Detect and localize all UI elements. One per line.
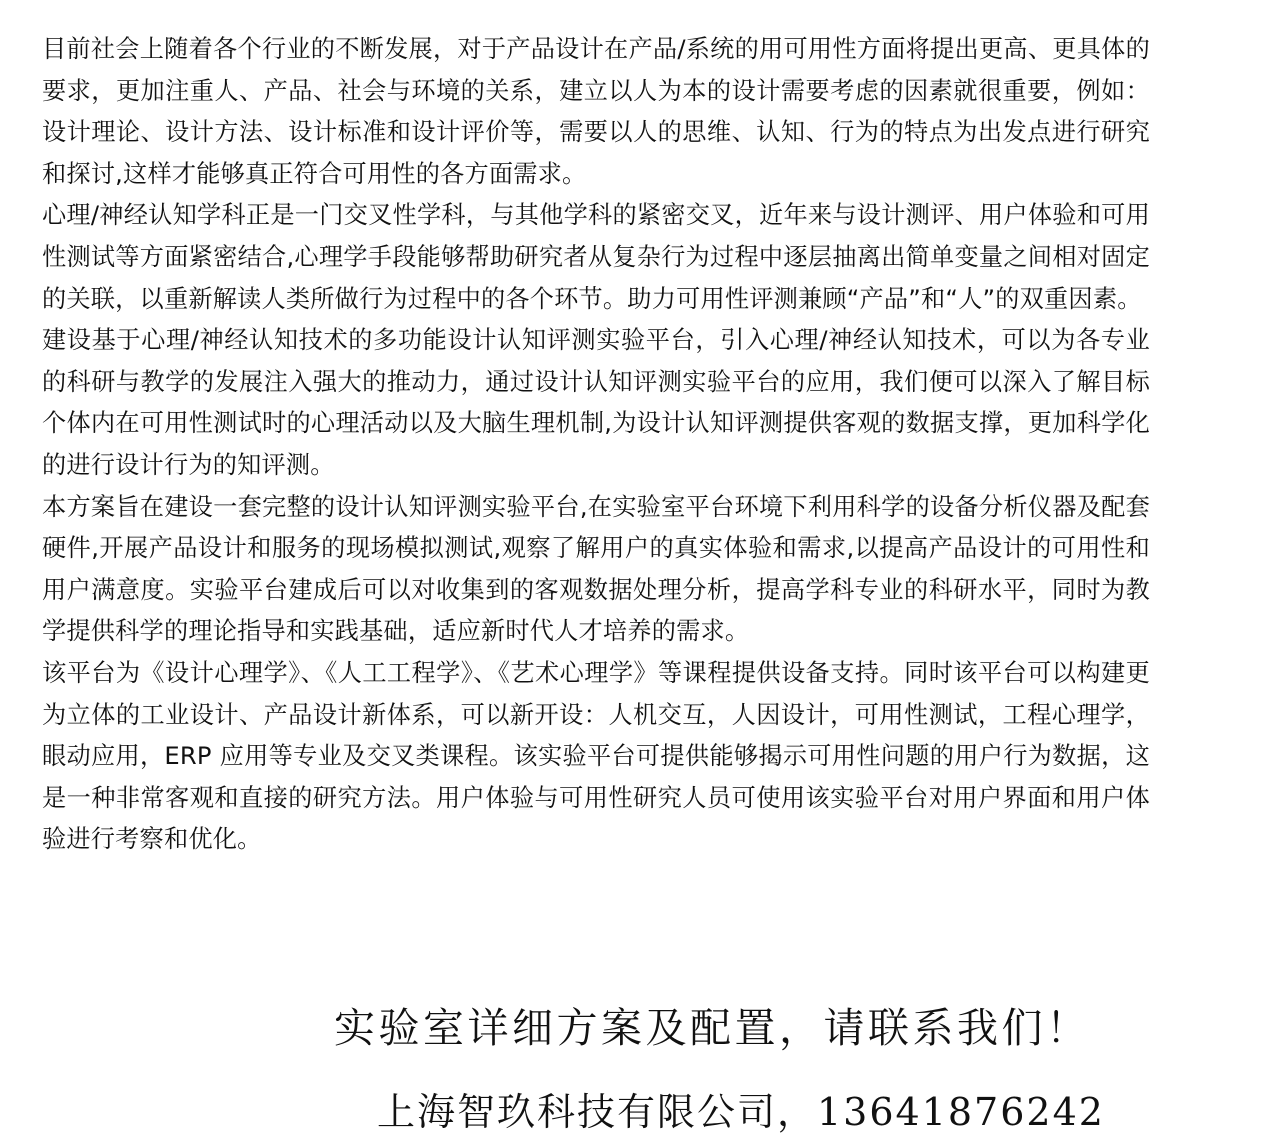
paragraph-course-support: 该平台为《设计心理学》、《人工工程学》、《艺术心理学》等课程提供设备支持。同时该平台可以构建更为立体的工业设计、产品设计新体系，可以新开设：人机交互，人因设计，可用性测试，工程心理学，眼动应用，ERP 应用等专业及交叉类课程。该实验平台可提供能够揭示可用性问题的用户行为数据，这是一种非常客观和直接的研究方法。用户体验与可用性研究人员可使用该实验平台对用户界面和用户体验进行考察和优化。 (42, 658, 1150, 854)
contact-company-phone: 上海智玖科技有限公司，13641876242 (377, 1090, 1105, 1134)
paragraph-usability-background: 目前社会上随着各个行业的不断发展，对于产品设计在产品/系统的用可用性方面将提出更高、更具体的要求，更加注重人、产品、社会与环境的关系，建立以人为本的设计需要考虑的因素就很重要，例如：设计理论、设计方法、设计标准和设计评价等，需要以人的思维、认知、行为的特点为出发点进行研究和探讨,这样才能够真正符合可用性的各方面需求。 (42, 35, 1150, 188)
paragraph-scheme-purpose: 本方案旨在建设一套完整的设计认知评测实验平台,在实验室平台环境下利用科学的设备分析仪器及配套硬件,开展产品设计和服务的现场模拟测试,观察了解用户的真实体验和需求,以提高产品设计的可用性和用户满意度。实验平台建成后可以对收集到的客观数据处理分析，提高学科专业的科研水平，同时为教学提供科学的理论指导和实践基础，适应新时代人才培养的需求。 (42, 492, 1150, 646)
contact-headline: 实验室详细方案及配置，请联系我们！ (334, 1004, 1091, 1052)
paragraph-platform-construction: 建设基于心理/神经认知技术的多功能设计认知评测实验平台，引入心理/神经认知技术，可以为各专业的科研与教学的发展注入强大的推动力，通过设计认知评测实验平台的应用，我们便可以深入了解目标个体内在可用性测试时的心理活动以及大脑生理机制,为设计认知评测提供客观的数据支撑，更加科学化的进行设计行为的知评测。 (42, 326, 1150, 479)
document-body (42, 29, 1150, 861)
paragraph-cognitive-science: 心理/神经认知学科正是一门交叉性学科，与其他学科的紧密交叉，近年来与设计测评、用户体验和可用性测试等方面紧密结合,心理学手段能够帮助研究者从复杂行为过程中逐层抽离出简单变量之间相对固定的关联，以重新解读人类所做行为过程中的各个环节。助力可用性评测兼顾“产品”和“人”的双重因素。 (42, 201, 1150, 313)
